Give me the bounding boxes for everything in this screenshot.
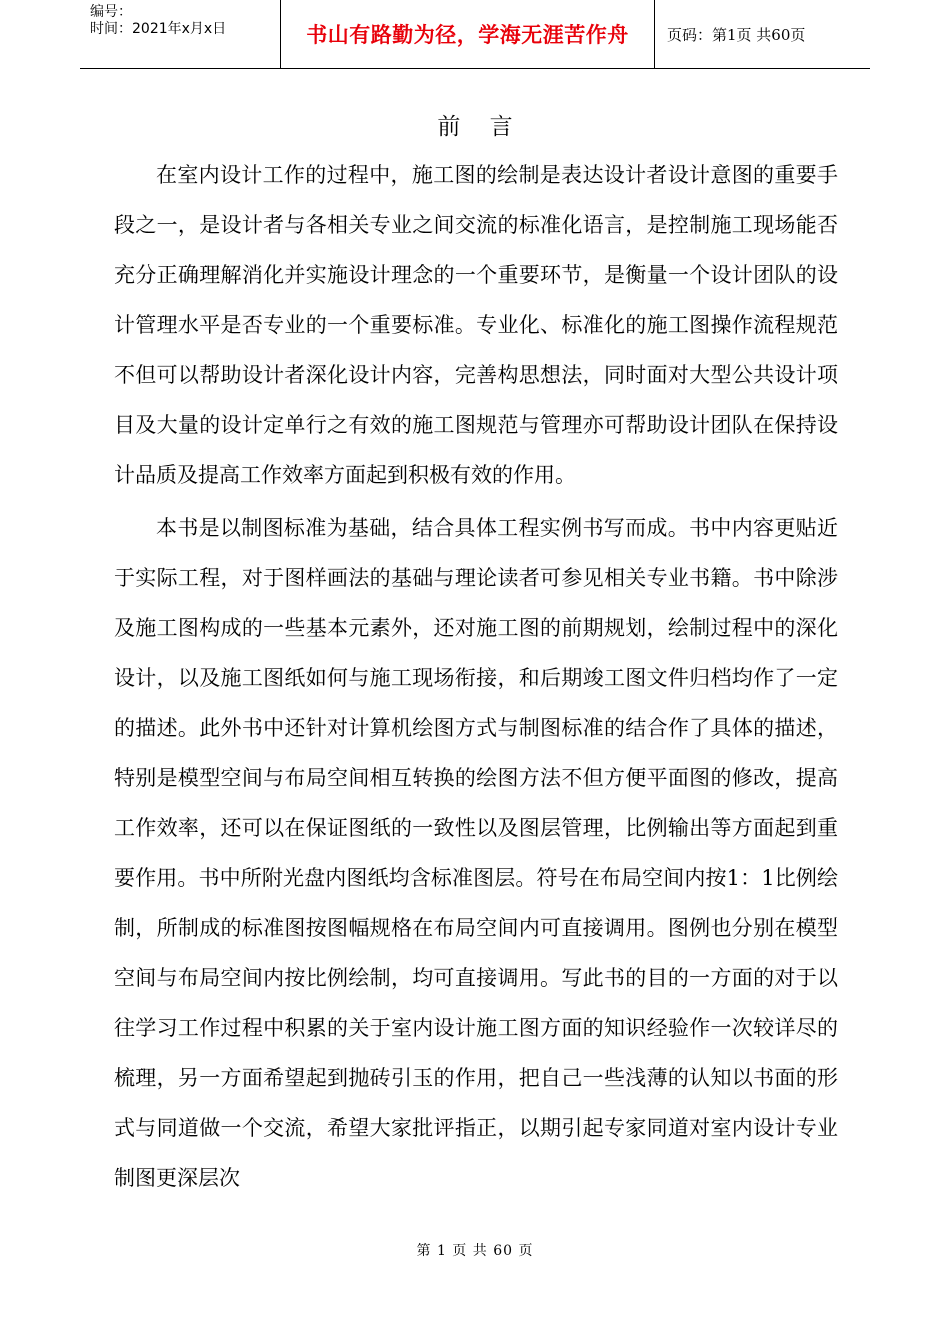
- header-page-cell: [655, 0, 870, 68]
- document-body: [114, 150, 838, 1206]
- serial-label: 编号：: [90, 4, 132, 20]
- document-title: 前 言: [437, 114, 513, 140]
- header-motto-cell: [281, 0, 655, 68]
- page-header: [80, 0, 870, 69]
- date-line: 时间：2021年x月x日: [90, 21, 227, 37]
- header-meta: [80, 0, 281, 68]
- page-info: 页码：第1页 共60页: [667, 25, 806, 44]
- paragraph: 在室内设计工作的过程中，施工图的绘制是表达设计者设计意图的重要手段之一，是设计者与各相关专业之间交流的标准化语言，是控制施工现场能否充分正确理解消化并实施设计理念的一个重要环节，是衡量一个设计团队的设计管理水平是否专业的一个重要标准。专业化、标准化的施工图操作流程规范不但可以帮助设计者深化设计内容，完善构思想法，同时面对大型公共设计项目及大量的设计定单行之有效的施工图规范与管理亦可帮助设计团队在保持设计品质及提高工作效率方面起到积极有效的作用。: [114, 163, 838, 487]
- footer-page-number: 第 1 页 共 60 页: [416, 1243, 534, 1259]
- motto-text: 书山有路勤为径，学海无涯苦作舟: [306, 23, 629, 47]
- paragraph: 本书是以制图标准为基础，结合具体工程实例书写而成。书中内容更贴近于实际工程，对于图样画法的基础与理论读者可参见相关专业书籍。书中除涉及施工图构成的一些基本元素外，还对施工图的前期规划，绘制过程中的深化设计，以及施工图纸如何与施工现场衔接，和后期竣工图文件归档均作了一定的描述。此外书中还针对计算机绘图方式与制图标准的结合作了具体的描述，特别是模型空间与布局空间相互转换的绘图方法不但方便平面图的修改，提高工作效率，还可以在保证图纸的一致性以及图层管理，比例输出等方面起到重要作用。书中所附光盘内图纸均含标准图层。符号在布局空间内按1：1比例绘制，所制成的标准图按图幅规格在布局空间内可直接调用。图例也分别在模型空间与布局空间内按比例绘制，均可直接调用。写此书的目的一方面的对于以往学习工作过程中积累的关于室内设计施工图方面的知识经验作一次较详尽的梳理，另一方面希望起到抛砖引玉的作用，把自己一些浅薄的认知以书面的形式与同道做一个交流，希望大家批评指正，以期引起专家同道对室内设计专业制图更深层次: [114, 516, 838, 1190]
